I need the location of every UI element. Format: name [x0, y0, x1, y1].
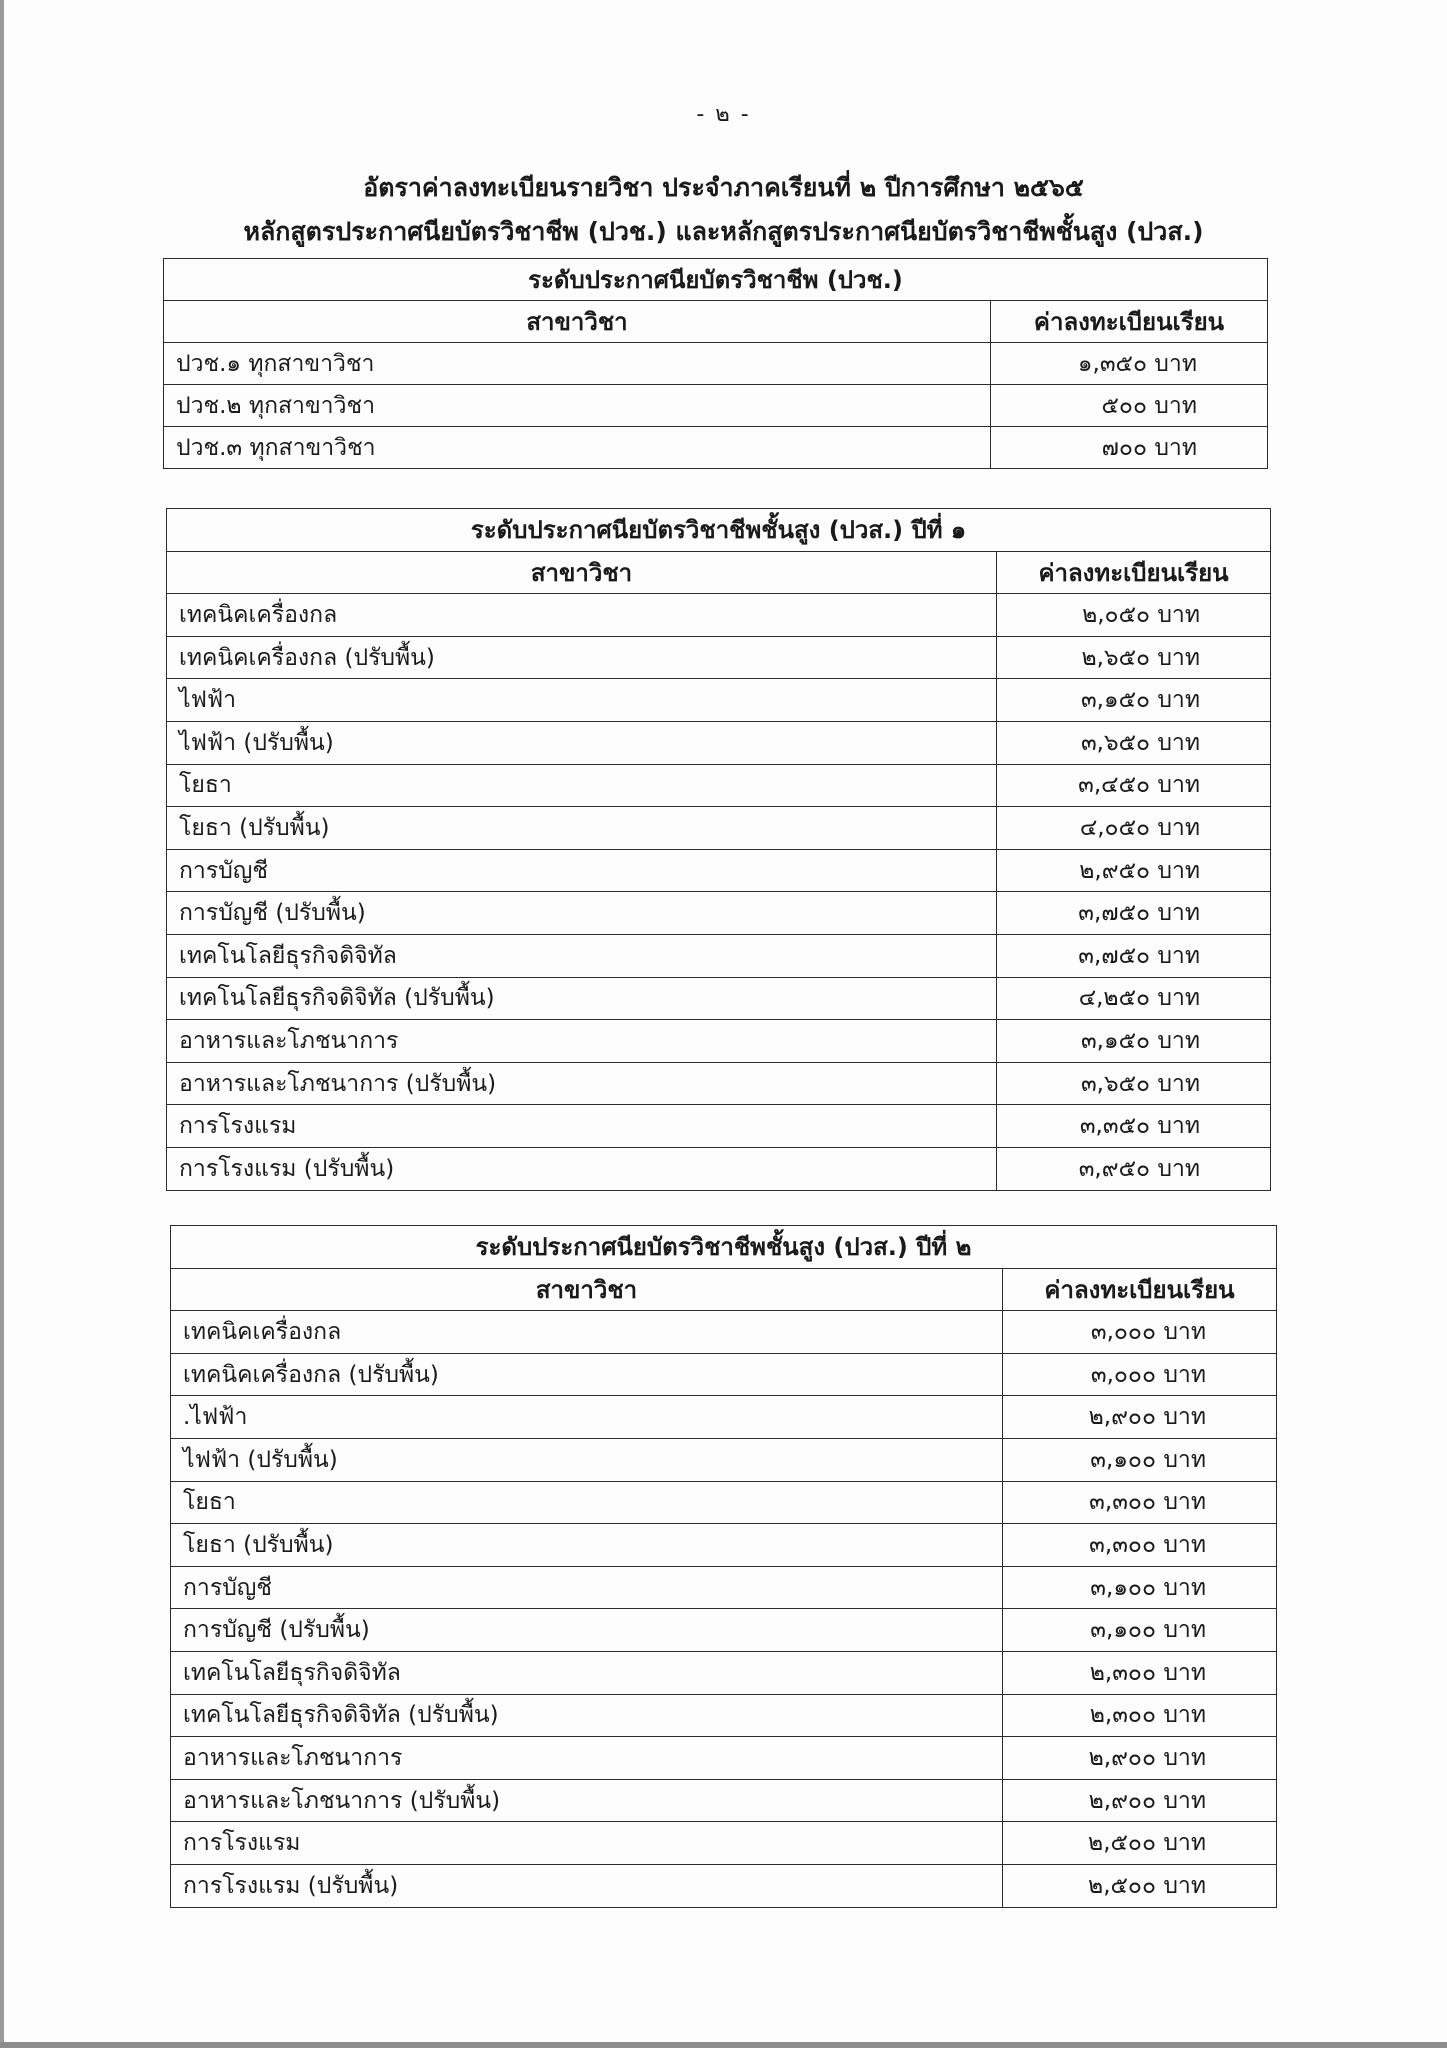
table-row [167, 1062, 1271, 1105]
fee-cell: ๑,๓๕๐ บาท [991, 343, 1268, 385]
subject-cell: .ไฟฟ้า [171, 1396, 1003, 1439]
table-row [171, 1864, 1277, 1907]
column-header-subject: สาขาวิชา [171, 1268, 1003, 1311]
table-caption-row [171, 1226, 1277, 1269]
fee-table-vocational-certificate [163, 258, 1268, 469]
scan-edge-bottom [0, 2042, 1447, 2048]
table-row [167, 807, 1271, 850]
fee-cell: ๓,๗๕๐ บาท [997, 934, 1271, 977]
fee-cell: ๒,๙๐๐ บาท [1003, 1779, 1277, 1822]
fee-cell: ๓,๑๐๐ บาท [1003, 1438, 1277, 1481]
table-row [171, 1311, 1277, 1354]
table-row [171, 1609, 1277, 1652]
fee-cell: ๒,๕๐๐ บาท [1003, 1864, 1277, 1907]
subject-cell: เทคนิคเครื่องกล [167, 594, 997, 637]
column-header-fee: ค่าลงทะเบียนเรียน [997, 551, 1271, 594]
subject-cell: การบัญชี [167, 849, 997, 892]
fee-cell: ๒,๓๐๐ บาท [1003, 1651, 1277, 1694]
table-row [164, 427, 1268, 469]
fee-cell: ๓,๔๕๐ บาท [997, 764, 1271, 807]
fee-cell: ๓,๑๐๐ บาท [1003, 1609, 1277, 1652]
fee-cell: ๓,๓๕๐ บาท [997, 1105, 1271, 1148]
table-header-row [171, 1268, 1277, 1311]
table-row [167, 1147, 1271, 1190]
fee-cell: ๗๐๐ บาท [991, 427, 1268, 469]
table-row [167, 1105, 1271, 1148]
subject-cell: ไฟฟ้า (ปรับพื้น) [171, 1438, 1003, 1481]
fee-cell: ๓,๑๕๐ บาท [997, 1020, 1271, 1063]
table-row [167, 977, 1271, 1020]
fee-cell: ๒,๖๕๐ บาท [997, 636, 1271, 679]
fee-cell: ๒,๓๐๐ บาท [1003, 1694, 1277, 1737]
table-row [167, 764, 1271, 807]
table-header-row [167, 551, 1271, 594]
subject-cell: เทคนิคเครื่องกล (ปรับพื้น) [167, 636, 997, 679]
fee-cell: ๕๐๐ บาท [991, 385, 1268, 427]
table-row [171, 1737, 1277, 1780]
subject-cell: อาหารและโภชนาการ (ปรับพื้น) [167, 1062, 997, 1105]
document-subtitle: หลักสูตรประกาศนียบัตรวิชาชีพ (ปวช.) และหลักสูตรประกาศนียบัตรวิชาชีพชั้นสูง (ปวส.) [243, 217, 1204, 246]
table-header-row [164, 301, 1268, 343]
subject-cell: เทคโนโลยีธุรกิจดิจิทัล (ปรับพื้น) [167, 977, 997, 1020]
subject-cell: การบัญชี (ปรับพื้น) [171, 1609, 1003, 1652]
table-row [167, 1020, 1271, 1063]
subject-cell: ปวช.๑ ทุกสาขาวิชา [164, 343, 991, 385]
subject-cell: โยธา (ปรับพื้น) [167, 807, 997, 850]
fee-cell: ๒,๕๐๐ บาท [1003, 1822, 1277, 1865]
subject-cell: ไฟฟ้า [167, 679, 997, 722]
table-caption: ระดับประกาศนียบัตรวิชาชีพชั้นสูง (ปวส.) ปีที่ ๒ [171, 1226, 1277, 1269]
fee-cell: ๓,๗๕๐ บาท [997, 892, 1271, 935]
fee-cell: ๓,๖๕๐ บาท [997, 1062, 1271, 1105]
scan-edge-left [0, 0, 4, 2048]
table-row [171, 1566, 1277, 1609]
table-caption: ระดับประกาศนียบัตรวิชาชีพชั้นสูง (ปวส.) ปีที่ ๑ [167, 509, 1271, 552]
table-row [167, 721, 1271, 764]
table-row [167, 636, 1271, 679]
subject-cell: เทคโนโลยีธุรกิจดิจิทัล [167, 934, 997, 977]
subject-cell: ปวช.๒ ทุกสาขาวิชา [164, 385, 991, 427]
table-row [167, 934, 1271, 977]
subject-cell: เทคนิคเครื่องกล [171, 1311, 1003, 1354]
subject-cell: การบัญชี [171, 1566, 1003, 1609]
column-header-fee: ค่าลงทะเบียนเรียน [991, 301, 1268, 343]
table-row [171, 1353, 1277, 1396]
page-number: - ๒ - [696, 102, 751, 127]
subject-cell: โยธา (ปรับพื้น) [171, 1524, 1003, 1567]
table-caption: ระดับประกาศนียบัตรวิชาชีพ (ปวช.) [164, 259, 1268, 301]
subject-cell: ไฟฟ้า (ปรับพื้น) [167, 721, 997, 764]
subject-cell: เทคนิคเครื่องกล (ปรับพื้น) [171, 1353, 1003, 1396]
column-header-subject: สาขาวิชา [167, 551, 997, 594]
table-row [167, 679, 1271, 722]
table-row [164, 343, 1268, 385]
table-row [171, 1396, 1277, 1439]
fee-cell: ๓,๙๕๐ บาท [997, 1147, 1271, 1190]
subject-cell: การโรงแรม [171, 1822, 1003, 1865]
fee-cell: ๒,๙๐๐ บาท [1003, 1737, 1277, 1780]
table-row [171, 1694, 1277, 1737]
table-row [171, 1524, 1277, 1567]
subject-cell: โยธา [171, 1481, 1003, 1524]
subject-cell: การโรงแรม (ปรับพื้น) [171, 1864, 1003, 1907]
fee-cell: ๓,๑๐๐ บาท [1003, 1566, 1277, 1609]
subject-cell: โยธา [167, 764, 997, 807]
subject-cell: อาหารและโภชนาการ [167, 1020, 997, 1063]
subject-cell: ปวช.๓ ทุกสาขาวิชา [164, 427, 991, 469]
fee-table-higher-vocational-year-1 [166, 508, 1271, 1191]
fee-cell: ๔,๒๕๐ บาท [997, 977, 1271, 1020]
subject-cell: เทคโนโลยีธุรกิจดิจิทัล [171, 1651, 1003, 1694]
fee-cell: ๓,๐๐๐ บาท [1003, 1311, 1277, 1354]
fee-cell: ๓,๓๐๐ บาท [1003, 1524, 1277, 1567]
fee-cell: ๓,๖๕๐ บาท [997, 721, 1271, 764]
fee-table-higher-vocational-year-2 [170, 1225, 1277, 1908]
fee-cell: ๒,๙๕๐ บาท [997, 849, 1271, 892]
table-row [171, 1438, 1277, 1481]
fee-cell: ๓,๐๐๐ บาท [1003, 1353, 1277, 1396]
subject-cell: เทคโนโลยีธุรกิจดิจิทัล (ปรับพื้น) [171, 1694, 1003, 1737]
table-row [167, 849, 1271, 892]
table-row [164, 385, 1268, 427]
fee-cell: ๓,๓๐๐ บาท [1003, 1481, 1277, 1524]
subject-cell: อาหารและโภชนาการ [171, 1737, 1003, 1780]
table-row [171, 1481, 1277, 1524]
subject-cell: การบัญชี (ปรับพื้น) [167, 892, 997, 935]
column-header-fee: ค่าลงทะเบียนเรียน [1003, 1268, 1277, 1311]
table-row [171, 1822, 1277, 1865]
table-caption-row [164, 259, 1268, 301]
fee-cell: ๔,๐๕๐ บาท [997, 807, 1271, 850]
fee-cell: ๒,๐๕๐ บาท [997, 594, 1271, 637]
table-caption-row [167, 509, 1271, 552]
subject-cell: อาหารและโภชนาการ (ปรับพื้น) [171, 1779, 1003, 1822]
table-row [171, 1779, 1277, 1822]
column-header-subject: สาขาวิชา [164, 301, 991, 343]
document-title: อัตราค่าลงทะเบียนรายวิชา ประจำภาคเรียนที่ ๒ ปีการศึกษา ๒๕๖๕ [363, 173, 1084, 202]
subject-cell: การโรงแรม (ปรับพื้น) [167, 1147, 997, 1190]
subject-cell: การโรงแรม [167, 1105, 997, 1148]
fee-cell: ๓,๑๕๐ บาท [997, 679, 1271, 722]
table-row [167, 892, 1271, 935]
table-row [171, 1651, 1277, 1694]
table-row [167, 594, 1271, 637]
fee-cell: ๒,๙๐๐ บาท [1003, 1396, 1277, 1439]
